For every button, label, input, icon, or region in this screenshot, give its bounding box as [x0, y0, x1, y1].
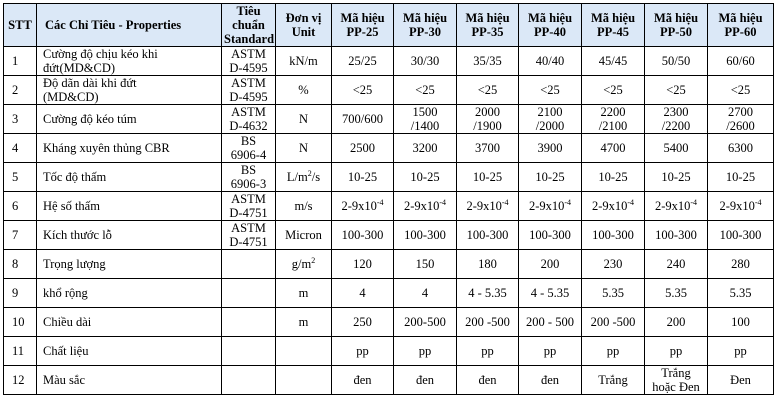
row-number: 11: [4, 337, 37, 366]
value-line-1: 2000: [475, 105, 500, 119]
value-cell: 120: [332, 250, 394, 279]
value-line-2: /1400: [410, 119, 440, 133]
header-code-pp25: [332, 4, 394, 47]
value-cell: 3700: [457, 134, 519, 163]
property-cell: Chất liệu: [37, 337, 222, 366]
unit-cell: [276, 337, 332, 366]
value-line-1: Trắng: [661, 366, 691, 380]
row-number: 2: [4, 76, 37, 105]
value-exponent: -4: [439, 197, 447, 207]
standard-line-1: ASTM: [231, 221, 266, 235]
standard-line-1: ASTM: [231, 192, 266, 206]
value-cell: 240: [645, 250, 708, 279]
value-cell: 35/35: [457, 47, 519, 76]
unit-cell: N: [276, 105, 332, 134]
header-code-prefix: Mã hiệu: [527, 11, 573, 25]
table-row: [4, 192, 774, 221]
standard-cell: [222, 308, 276, 337]
value-exponent: -4: [690, 197, 698, 207]
value-cell: 200 - 500: [519, 308, 582, 337]
value-cell: 250: [332, 308, 394, 337]
value-cell: pp: [332, 337, 394, 366]
property-cell: Cường độ kéo túm: [37, 105, 222, 134]
header-standard-l2: chuẩn: [232, 18, 265, 32]
value-exponent: -4: [376, 197, 384, 207]
property-cell: Hệ số thấm: [37, 192, 222, 221]
value-cell: <25: [332, 76, 394, 105]
value-cell: pp: [708, 337, 774, 366]
header-code-prefix: Mã hiệu: [653, 11, 699, 25]
standard-cell: [222, 366, 276, 395]
value-cell: 200: [519, 250, 582, 279]
value-cell: 100-300: [519, 221, 582, 250]
value-exponent: -4: [627, 197, 635, 207]
standard-cell: [222, 279, 276, 308]
row-number: 9: [4, 279, 37, 308]
value-line-1: 700/600: [342, 112, 383, 126]
value-cell: [519, 105, 582, 134]
unit-base: L/m: [286, 170, 308, 184]
value-cell: 180: [457, 250, 519, 279]
property-cell: [37, 47, 222, 76]
header-code-pp50: [645, 4, 708, 47]
unit-cell: m/s: [276, 192, 332, 221]
standard-cell: [222, 221, 276, 250]
value-cell: đen: [394, 366, 457, 395]
value-cell: [645, 192, 708, 221]
property-cell: Chiều dài: [37, 308, 222, 337]
value-cell: <25: [708, 76, 774, 105]
value-cell: [394, 105, 457, 134]
standard-cell: [222, 47, 276, 76]
value-cell: 10-25: [519, 163, 582, 192]
value-cell: 200 -500: [582, 308, 645, 337]
property-line-1: Cường độ chịu kéo khi: [43, 47, 158, 61]
value-cell: pp: [582, 337, 645, 366]
header-stt: STT: [4, 4, 37, 47]
header-code-pp40: [519, 4, 582, 47]
value-cell: 100-300: [332, 221, 394, 250]
header-code-prefix: Mã hiệu: [590, 11, 636, 25]
value-line-1: 1500: [412, 105, 438, 119]
property-cell: khổ rộng: [37, 279, 222, 308]
value-cell: 5.35: [645, 279, 708, 308]
value-cell: <25: [582, 76, 645, 105]
header-row: [4, 4, 774, 47]
row-number: 8: [4, 250, 37, 279]
value-base: 2-9x10: [591, 199, 628, 213]
standard-line-2: 6906-4: [230, 148, 267, 162]
unit-cell: m: [276, 308, 332, 337]
value-cell: [708, 105, 774, 134]
value-cell: 10-25: [582, 163, 645, 192]
value-cell: [457, 105, 519, 134]
standard-cell: [222, 337, 276, 366]
unit-rest: /s: [311, 170, 321, 184]
table-row: [4, 105, 774, 134]
value-line-2: hoặc Đen: [652, 380, 700, 394]
standard-cell: [222, 105, 276, 134]
row-number: 3: [4, 105, 37, 134]
property-cell: Màu sắc: [37, 366, 222, 395]
value-cell: [645, 366, 708, 395]
header-code-value: PP-40: [534, 25, 566, 39]
value-cell: Đen: [708, 366, 774, 395]
property-line-2: đứt(MD&CD): [43, 61, 116, 75]
value-base: 2-9x10: [654, 199, 691, 213]
table-row: [4, 366, 774, 395]
value-cell: 10-25: [645, 163, 708, 192]
standard-line-2: D-4595: [229, 61, 268, 75]
value-cell: 4: [394, 279, 457, 308]
value-cell: 30/30: [394, 47, 457, 76]
value-cell: 10-25: [394, 163, 457, 192]
value-base: 2-9x10: [528, 199, 565, 213]
value-line-2: /2100: [598, 119, 628, 133]
value-cell: 4 - 5.35: [457, 279, 519, 308]
unit-cell: N: [276, 134, 332, 163]
value-line-1: 2100: [537, 105, 563, 119]
value-cell: <25: [457, 76, 519, 105]
value-line-1: 2700: [728, 105, 753, 119]
header-code-value: PP-30: [409, 25, 441, 39]
table-row: [4, 279, 774, 308]
unit-cell: Micron: [276, 221, 332, 250]
table-row: [4, 337, 774, 366]
header-code-prefix: Mã hiệu: [718, 11, 763, 25]
spec-table: [3, 3, 774, 395]
value-cell: <25: [519, 76, 582, 105]
value-cell: 230: [582, 250, 645, 279]
value-cell: 50/50: [645, 47, 708, 76]
unit-cell: m: [276, 279, 332, 308]
standard-cell: [222, 134, 276, 163]
value-cell: 100-300: [457, 221, 519, 250]
value-cell: [708, 192, 774, 221]
unit-exponent: 2: [311, 255, 316, 265]
value-cell: 150: [394, 250, 457, 279]
value-cell: đen: [457, 366, 519, 395]
value-cell: 4 - 5.35: [519, 279, 582, 308]
header-code-value: PP-25: [346, 25, 379, 39]
header-code-prefix: Mã hiệu: [402, 11, 448, 25]
value-cell: 45/45: [582, 47, 645, 76]
unit-exponent: 2: [307, 168, 312, 178]
row-number: 1: [4, 47, 37, 76]
value-cell: [332, 192, 394, 221]
value-cell: [457, 192, 519, 221]
header-standard: [222, 4, 276, 47]
unit-cell: kN/m: [276, 47, 332, 76]
value-line-1: 2300: [663, 105, 689, 119]
value-cell: 25/25: [332, 47, 394, 76]
value-cell: 100-300: [582, 221, 645, 250]
value-cell: 5.35: [582, 279, 645, 308]
table-row: [4, 308, 774, 337]
value-cell: [582, 105, 645, 134]
value-cell: 6300: [708, 134, 774, 163]
row-number: 5: [4, 163, 37, 192]
standard-cell: [222, 250, 276, 279]
standard-line-1: ASTM: [231, 105, 266, 119]
value-cell: [645, 105, 708, 134]
property-cell: Kích thước lỗ: [37, 221, 222, 250]
value-cell: 5.35: [708, 279, 774, 308]
row-number: 7: [4, 221, 37, 250]
property-cell: Trọng lượng: [37, 250, 222, 279]
value-base: 2-9x10: [719, 199, 755, 213]
value-cell: pp: [519, 337, 582, 366]
unit-base: g/m: [291, 257, 312, 271]
value-cell: pp: [394, 337, 457, 366]
value-cell: 100-300: [645, 221, 708, 250]
standard-line-1: ASTM: [231, 47, 266, 61]
property-cell: Kháng xuyên thủng CBR: [37, 134, 222, 163]
standard-cell: [222, 163, 276, 192]
value-cell: pp: [457, 337, 519, 366]
table-row: [4, 76, 774, 105]
header-code-value: PP-45: [597, 25, 629, 39]
value-cell: [519, 192, 582, 221]
value-base: 2-9x10: [466, 199, 502, 213]
value-cell: [394, 192, 457, 221]
header-code-prefix: Mã hiệu: [465, 11, 510, 25]
value-exponent: -4: [501, 197, 509, 207]
standard-cell: [222, 76, 276, 105]
standard-line-1: BS: [240, 163, 257, 177]
value-cell: 3900: [519, 134, 582, 163]
standard-cell: [222, 192, 276, 221]
property-cell: Tốc độ thấm: [37, 163, 222, 192]
header-code-pp45: [582, 4, 645, 47]
standard-line-2: D-4632: [229, 119, 268, 133]
row-number: 10: [4, 308, 37, 337]
value-line-2: /2200: [661, 119, 691, 133]
value-cell: pp: [645, 337, 708, 366]
table-row: [4, 134, 774, 163]
standard-line-2: D-4751: [229, 235, 268, 249]
value-cell: 280: [708, 250, 774, 279]
value-cell: 200: [645, 308, 708, 337]
value-line-2: /2600: [726, 119, 755, 133]
value-cell: [582, 192, 645, 221]
value-cell: Trắng: [582, 366, 645, 395]
table-row: [4, 163, 774, 192]
standard-line-2: D-4751: [229, 206, 268, 220]
unit-cell: %: [276, 76, 332, 105]
row-number: 4: [4, 134, 37, 163]
value-cell: 5400: [645, 134, 708, 163]
table-row: [4, 250, 774, 279]
header-code-prefix: Mã hiệu: [340, 11, 385, 25]
row-number: 12: [4, 366, 37, 395]
value-cell: [332, 105, 394, 134]
header-unit: [276, 4, 332, 47]
value-line-2: /2000: [535, 119, 565, 133]
value-line-2: /1900: [473, 119, 502, 133]
value-cell: 200 -500: [457, 308, 519, 337]
property-line-2: (MD&CD): [43, 90, 99, 104]
header-code-pp60: [708, 4, 774, 47]
header-code-value: PP-60: [724, 25, 757, 39]
value-base: 2-9x10: [403, 199, 440, 213]
unit-cell: [276, 366, 332, 395]
value-exponent: -4: [564, 197, 572, 207]
standard-line-2: D-4595: [229, 90, 268, 104]
value-cell: 4700: [582, 134, 645, 163]
header-standard-l1: Tiêu: [236, 4, 261, 18]
value-cell: 3200: [394, 134, 457, 163]
standard-line-1: BS: [240, 134, 257, 148]
value-cell: 10-25: [332, 163, 394, 192]
value-cell: đen: [519, 366, 582, 395]
value-cell: 10-25: [708, 163, 774, 192]
table-row: [4, 221, 774, 250]
header-standard-l3: Standard: [224, 32, 275, 46]
value-cell: 60/60: [708, 47, 774, 76]
value-cell: <25: [394, 76, 457, 105]
standard-line-2: 6906-3: [230, 177, 267, 191]
header-code-pp35: [457, 4, 519, 47]
value-cell: 200-500: [394, 308, 457, 337]
value-cell: 2500: [332, 134, 394, 163]
value-cell: 4: [332, 279, 394, 308]
value-cell: đen: [332, 366, 394, 395]
row-number: 6: [4, 192, 37, 221]
property-cell: [37, 76, 222, 105]
unit-cell: [276, 163, 332, 192]
value-cell: 100: [708, 308, 774, 337]
value-base: 2-9x10: [341, 199, 377, 213]
property-line-1: Độ dãn dài khi đứt: [43, 76, 137, 90]
header-property: Các Chỉ Tiêu - Properties: [37, 4, 222, 47]
value-line-1: 2200: [600, 105, 626, 119]
header-unit-l1: Đơn vị: [285, 11, 322, 25]
header-code-value: PP-50: [660, 25, 692, 39]
value-cell: <25: [645, 76, 708, 105]
value-cell: 100-300: [708, 221, 774, 250]
value-cell: 40/40: [519, 47, 582, 76]
unit-cell: [276, 250, 332, 279]
header-code-pp30: [394, 4, 457, 47]
value-exponent: -4: [754, 197, 762, 207]
header-unit-l2: Unit: [291, 25, 316, 39]
table-row: [4, 47, 774, 76]
header-code-value: PP-35: [471, 25, 504, 39]
value-cell: 10-25: [457, 163, 519, 192]
standard-line-1: ASTM: [231, 76, 266, 90]
value-cell: 100-300: [394, 221, 457, 250]
